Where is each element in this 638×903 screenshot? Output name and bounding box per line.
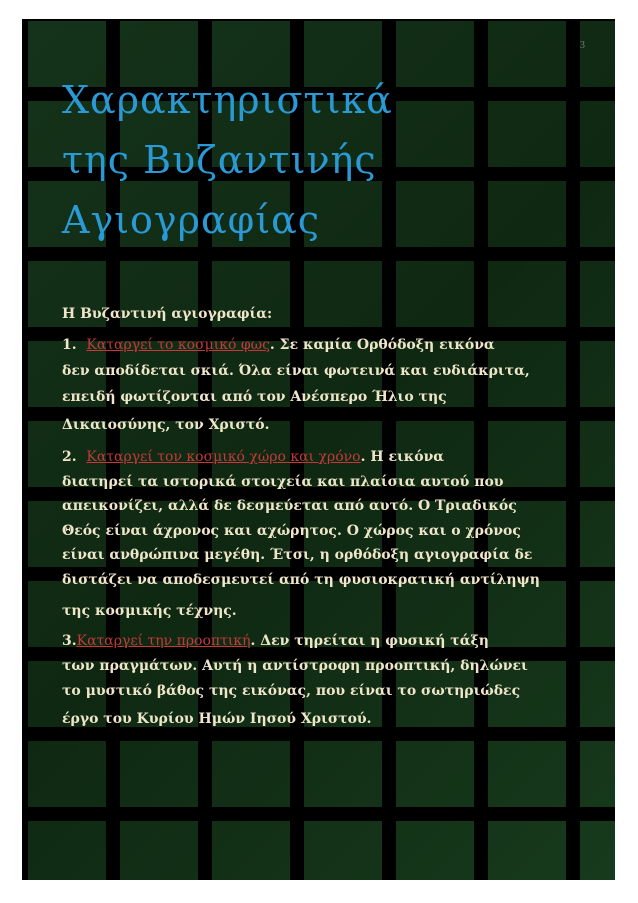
- point-3-number: 3.: [62, 632, 77, 649]
- point-2-line-1-rest: . Η εικόνα: [360, 449, 445, 465]
- body-text: [62, 302, 597, 734]
- point-2-line-4: Θεός είναι άχρονος και αχώρητος. Ο χώρος και ο χρόνος: [62, 522, 521, 539]
- point-1-line-1: [62, 332, 597, 358]
- point-1-highlight-link[interactable]: Καταργεί το κοσμικό φως: [86, 337, 270, 353]
- point-3-line-3: το μυστικό βάθος της εικόνας, που είναι το σωτηριώδες: [62, 682, 521, 699]
- title-line-3: Αγιογραφίας: [62, 198, 321, 242]
- point-2: [62, 445, 597, 629]
- point-1: [62, 332, 597, 440]
- point-2-line-7: της κοσμικής τέχνης.: [62, 602, 237, 619]
- point-1-line-2: δεν αποδίδεται σκιά. Όλα είναι φωτεινά και ευδιάκριτα,: [62, 363, 530, 379]
- point-2-number: 2.: [62, 449, 77, 465]
- point-3-highlight-link[interactable]: Καταργεί την προοπτική: [76, 632, 251, 649]
- green-tile-background: [22, 19, 615, 880]
- point-1-line-3: επειδή φωτίζονται από τον Ανέσπερο Ήλιο της: [62, 389, 447, 405]
- point-2-line-2: διατηρεί τα ιστορικά στοιχεία και πλαίσια αυτού που: [62, 473, 504, 490]
- point-3-line-1-rest: . Δεν τηρείται η φυσική τάξη: [250, 632, 489, 649]
- point-2-line-1: [62, 445, 597, 470]
- point-2-line-6: διστάζει να αποδεσμευτεί από τη φυσιοκρατική αντίληψη: [62, 571, 540, 588]
- point-3-line-2: των πραγμάτων. Αυτή η αντίστροφη προοπτική, δηλώνει: [62, 657, 528, 674]
- point-3: [62, 629, 597, 734]
- point-1-line-1-rest: . Σε καμία Ορθόδοξη εικόνα: [269, 337, 495, 353]
- point-2-line-5: είναι ανθρώπινα μεγέθη. Έτσι, η ορθόδοξη αγιογραφία δε: [62, 547, 533, 564]
- page-number: 3: [579, 39, 585, 51]
- point-2-highlight-link[interactable]: Καταργεί τον κοσμικό χώρο και χρόνο: [86, 449, 361, 465]
- point-2-line-3: απεικονίζει, αλλά δε δεσμεύεται από αυτό. Ο Τριαδικός: [62, 498, 517, 515]
- title-line-1: Χαρακτηριστικά: [62, 78, 393, 122]
- point-1-line-4: Δικαιοσύνης, τον Χριστό.: [62, 417, 270, 433]
- point-1-number: 1.: [62, 337, 77, 353]
- point-3-line-4: έργο του Κυρίου Ημών Ιησού Χριστού.: [62, 710, 372, 727]
- title-line-2: της Βυζαντινής: [62, 138, 377, 182]
- point-3-line-1: [62, 629, 597, 654]
- intro-line: Η Βυζαντινή αγιογραφία:: [62, 306, 273, 322]
- page-title: [62, 70, 393, 250]
